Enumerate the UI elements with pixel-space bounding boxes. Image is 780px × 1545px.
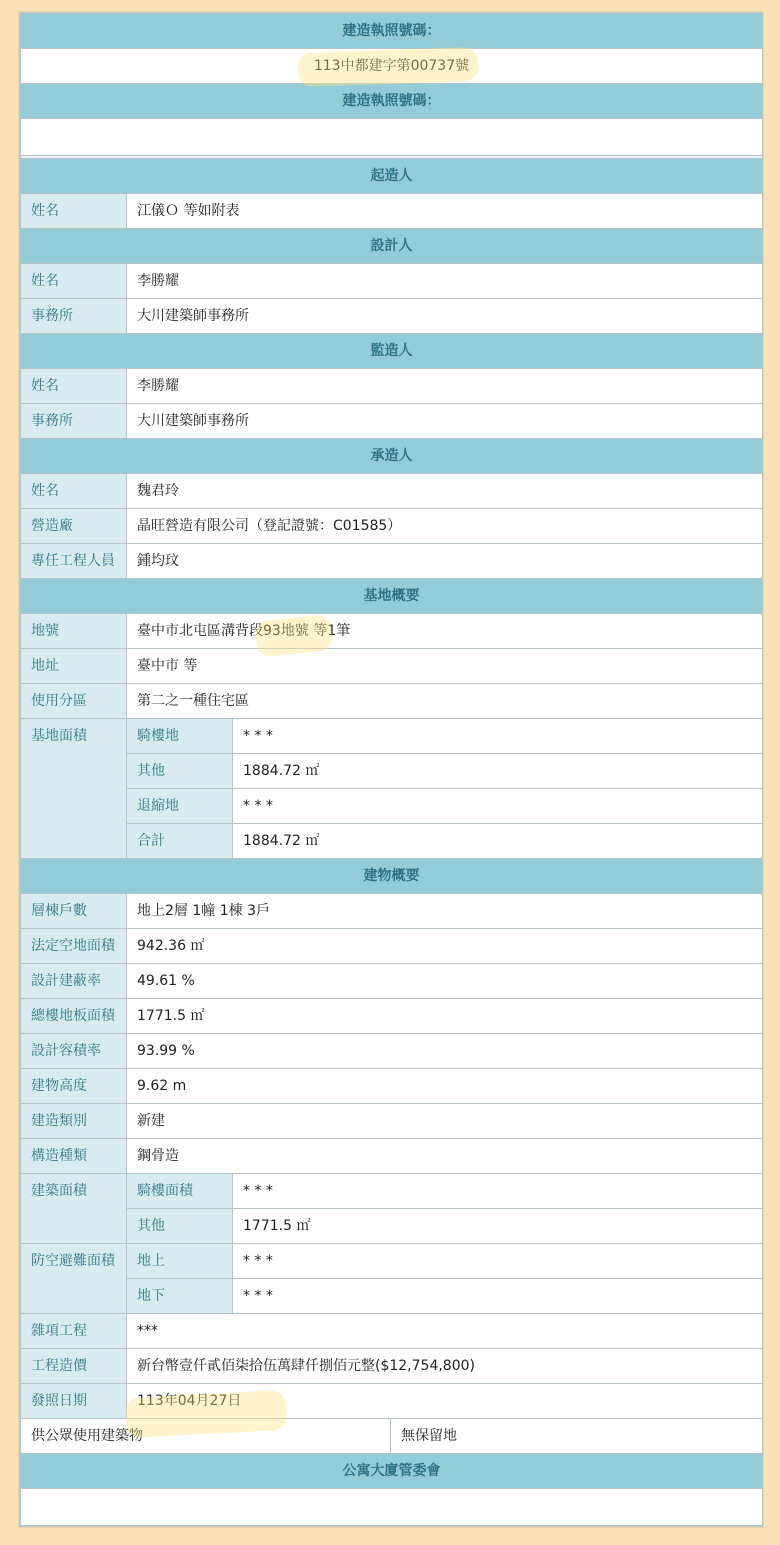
site-address: 臺中市 等 — [127, 649, 763, 684]
table-row — [21, 474, 763, 509]
sub-label: 地下 — [127, 1279, 233, 1314]
field-label: 建築面積 — [21, 1174, 127, 1244]
designer-section-title: 設計人 — [21, 229, 763, 264]
permit-number-row — [21, 49, 763, 84]
building-cost: 新台幣壹仟貳佰柒拾伍萬肆仟捌佰元整($12,754,800) — [127, 1349, 763, 1384]
field-label: 事務所 — [21, 404, 127, 439]
committee-row — [21, 1489, 763, 1526]
field-label: 地址 — [21, 649, 127, 684]
permit-number: 113中都建字第00737號 — [21, 49, 763, 84]
field-label: 建物高度 — [21, 1069, 127, 1104]
field-label: 雜項工程 — [21, 1314, 127, 1349]
table-row — [21, 1279, 763, 1314]
sub-label: 騎樓面積 — [127, 1174, 233, 1209]
table-row — [21, 1104, 763, 1139]
table-row — [21, 1384, 763, 1419]
table-row — [21, 1349, 763, 1384]
field-label: 姓名 — [21, 369, 127, 404]
table-row — [21, 894, 763, 929]
shelter-above: * * * — [233, 1244, 763, 1279]
site-zoning: 第二之一種住宅區 — [127, 684, 763, 719]
designer-office: 大川建築師事務所 — [127, 299, 763, 334]
table-row — [21, 649, 763, 684]
table-row — [21, 1419, 763, 1454]
table-row — [21, 789, 763, 824]
designer-name: 李勝耀 — [127, 264, 763, 299]
building-far: 93.99 % — [127, 1034, 763, 1069]
building-section-title: 建物概要 — [21, 859, 763, 894]
table-row — [21, 824, 763, 859]
table-row — [21, 1244, 763, 1279]
sub-label: 其他 — [127, 1209, 233, 1244]
sub-label: 退縮地 — [127, 789, 233, 824]
table-row — [21, 964, 763, 999]
table-row — [21, 299, 763, 334]
building-structure: 鋼骨造 — [127, 1139, 763, 1174]
building-arcade-area: * * * — [233, 1174, 763, 1209]
field-label: 設計容積率 — [21, 1034, 127, 1069]
table-row — [21, 1139, 763, 1174]
designer-header-row — [21, 229, 763, 264]
field-label: 地號 — [21, 614, 127, 649]
sub-label: 地上 — [127, 1244, 233, 1279]
table-row — [21, 1314, 763, 1349]
building-header-row — [21, 859, 763, 894]
permit-number-2 — [21, 119, 763, 156]
table-row — [21, 1209, 763, 1244]
table-row — [21, 1069, 763, 1104]
shelter-below: * * * — [233, 1279, 763, 1314]
building-other-area: 1771.5 ㎡ — [233, 1209, 763, 1244]
table-row — [21, 509, 763, 544]
field-label: 事務所 — [21, 299, 127, 334]
site-arcade-area: * * * — [233, 719, 763, 754]
supervisor-section-title: 監造人 — [21, 334, 763, 369]
site-total-area: 1884.72 ㎡ — [233, 824, 763, 859]
building-open-space: 942.36 ㎡ — [127, 929, 763, 964]
table-row — [21, 1034, 763, 1069]
sub-label: 其他 — [127, 754, 233, 789]
permit-header-row-2 — [21, 84, 763, 119]
applicant-section-title: 起造人 — [21, 159, 763, 194]
supervisor-office: 大川建築師事務所 — [127, 404, 763, 439]
field-label: 使用分區 — [21, 684, 127, 719]
field-label: 總樓地板面積 — [21, 999, 127, 1034]
field-label: 發照日期 — [21, 1384, 127, 1419]
permit-table — [20, 13, 763, 1526]
table-row — [21, 1174, 763, 1209]
site-other-area: 1884.72 ㎡ — [233, 754, 763, 789]
field-label: 姓名 — [21, 264, 127, 299]
reserved-land: 無保留地 — [391, 1419, 763, 1454]
permit-number-header-2: 建造執照號碼： — [21, 84, 763, 119]
site-header-row — [21, 579, 763, 614]
table-row — [21, 614, 763, 649]
committee-header-row — [21, 1454, 763, 1489]
field-label: 專任工程人員 — [21, 544, 127, 579]
table-row — [21, 264, 763, 299]
contractor-firm: 晶旺營造有限公司（登記證號：C01585） — [127, 509, 763, 544]
building-misc-works: *** — [127, 1314, 763, 1349]
table-row — [21, 999, 763, 1034]
supervisor-name: 李勝耀 — [127, 369, 763, 404]
building-coverage: 49.61 % — [127, 964, 763, 999]
public-use-building: 供公眾使用建築物 — [21, 1419, 391, 1454]
site-lot-number: 臺中市北屯區溝背段93地號 等1筆 — [127, 614, 763, 649]
supervisor-header-row — [21, 334, 763, 369]
field-label: 姓名 — [21, 474, 127, 509]
table-row — [21, 369, 763, 404]
sub-label: 騎樓地 — [127, 719, 233, 754]
site-section-title: 基地概要 — [21, 579, 763, 614]
table-row — [21, 719, 763, 754]
applicant-header-row — [21, 159, 763, 194]
field-label: 層棟戶數 — [21, 894, 127, 929]
site-setback-area: * * * — [233, 789, 763, 824]
permit-number-header: 建造執照號碼： — [21, 14, 763, 49]
building-floors: 地上2層 1幢 1棟 3戶 — [127, 894, 763, 929]
field-label: 姓名 — [21, 194, 127, 229]
applicant-name: 江儀Ｏ 等如附表 — [127, 194, 763, 229]
committee-section-title: 公寓大廈管委會 — [21, 1454, 763, 1489]
issue-date: 113年04月27日 — [127, 1384, 763, 1419]
table-row — [21, 404, 763, 439]
field-label: 營造廠 — [21, 509, 127, 544]
table-row — [21, 684, 763, 719]
table-row — [21, 544, 763, 579]
field-label: 工程造價 — [21, 1349, 127, 1384]
field-label: 設計建蔽率 — [21, 964, 127, 999]
contractor-name: 魏君玲 — [127, 474, 763, 509]
table-row — [21, 929, 763, 964]
field-label: 構造種類 — [21, 1139, 127, 1174]
field-label: 法定空地面積 — [21, 929, 127, 964]
field-label: 基地面積 — [21, 719, 127, 859]
sub-label: 合計 — [127, 824, 233, 859]
permit-header-row — [21, 14, 763, 49]
building-floor-area: 1771.5 ㎡ — [127, 999, 763, 1034]
building-height: 9.62 m — [127, 1069, 763, 1104]
contractor-section-title: 承造人 — [21, 439, 763, 474]
table-row — [21, 754, 763, 789]
permit-record — [19, 12, 763, 1527]
field-label: 建造類別 — [21, 1104, 127, 1139]
permit-number-row-2 — [21, 119, 763, 156]
contractor-engineer: 鍾均玟 — [127, 544, 763, 579]
contractor-header-row — [21, 439, 763, 474]
field-label: 防空避難面積 — [21, 1244, 127, 1314]
building-category: 新建 — [127, 1104, 763, 1139]
committee-value — [21, 1489, 763, 1526]
table-row — [21, 194, 763, 229]
